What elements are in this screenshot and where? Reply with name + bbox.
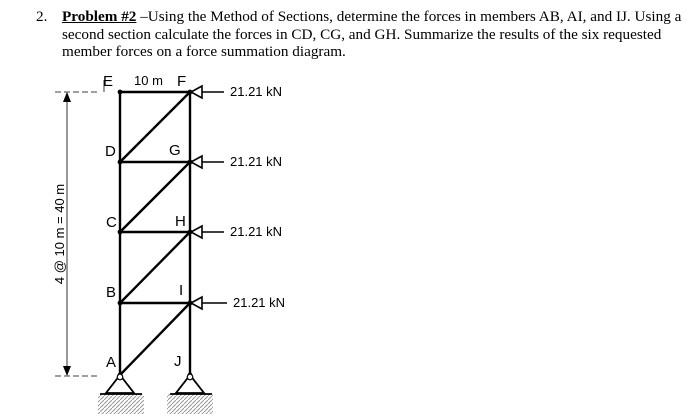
- dimension-arrow-bottom: [63, 366, 71, 376]
- load-label-I: 21.21 kN: [233, 295, 286, 310]
- joint-label-F: F: [177, 73, 187, 90]
- problem-number: 2.: [36, 8, 48, 25]
- dimension-arrow-top: [63, 92, 71, 102]
- joint-label-A: A: [106, 354, 117, 371]
- ground-hatch-left: [98, 394, 144, 414]
- joint-label-E: E: [103, 73, 114, 90]
- side-dimension-label: 4 @ 10 m = 40 m: [52, 183, 67, 285]
- load-label-F: 21.21 kN: [230, 84, 283, 99]
- joint-label-J: J: [174, 353, 182, 370]
- joint-label-G: G: [169, 142, 181, 159]
- load-arrows: [191, 86, 227, 309]
- pin-support-right: [170, 374, 212, 394]
- truss-members: [120, 92, 190, 375]
- problem-text: –Using the Method of Sections, determine the forces in members AB, AI, and IJ. Using a second section calculate the forces in CD, CG, and GH. Summarize the results of the six requested member forces on a force summation diagram.: [62, 8, 682, 60]
- ground-hatch-right: [167, 394, 213, 414]
- problem-heading: Problem #2: [62, 8, 137, 25]
- load-label-G: 21.21 kN: [230, 154, 283, 169]
- joint-dots: [118, 90, 193, 378]
- joint-label-B: B: [106, 284, 117, 301]
- joint-label-I: I: [179, 282, 184, 299]
- top-dimension-label: 10 m: [134, 73, 163, 88]
- pin-support-left: [100, 374, 142, 394]
- load-label-H: 21.21 kN: [230, 224, 283, 239]
- joint-label-D: D: [105, 143, 116, 160]
- joint-label-H: H: [175, 213, 186, 230]
- joint-label-C: C: [106, 214, 117, 231]
